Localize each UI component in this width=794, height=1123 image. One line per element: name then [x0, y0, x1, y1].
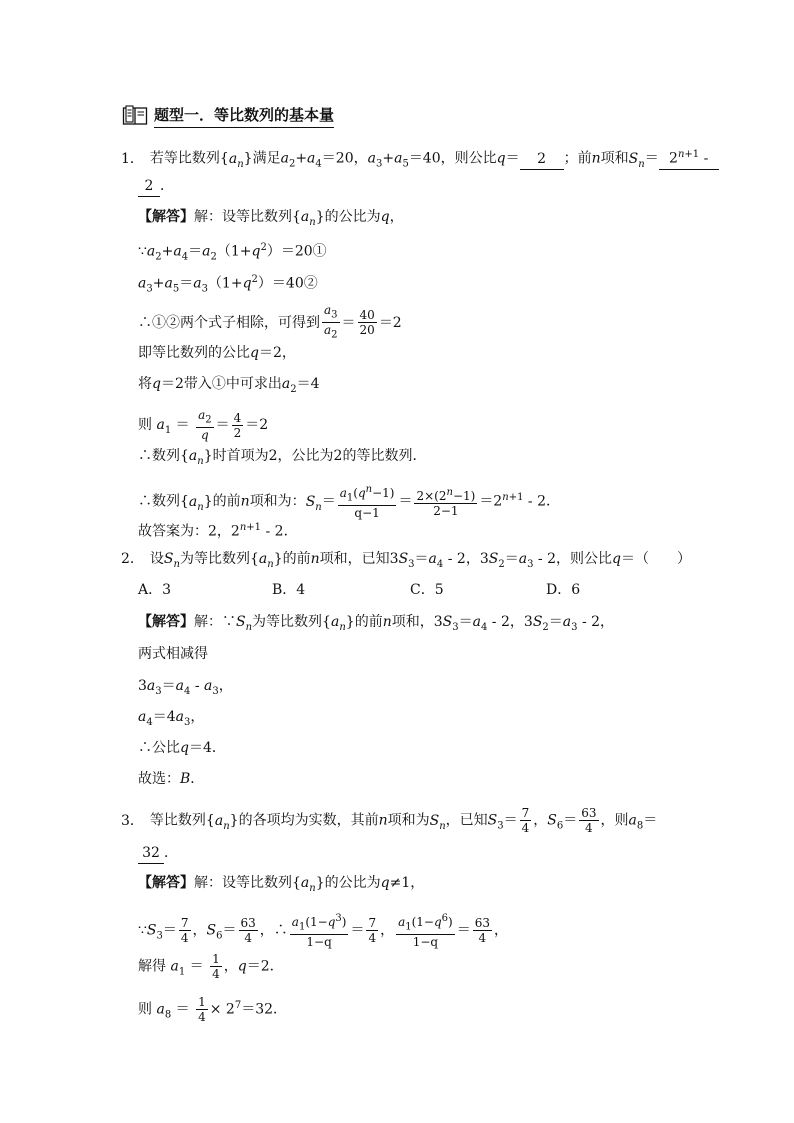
option-a: A．3 [138, 582, 172, 598]
problem-1-solution-line: $\because a_2+a_4=a_2(1+q^2)=20①$ [138, 242, 327, 263]
problem-1-solution-line: 即等比数列的公比q＝2， [138, 345, 296, 361]
answer-blank-sn: $2^{n+1}$ - [659, 145, 719, 170]
option-d: D．6 [546, 582, 581, 598]
problem-1-solution-line: ∴①②两个式子相除，可得到 $\frac{a_3}{a_2}$ ＝ $\frac{40}{20}$ ＝2 [138, 303, 402, 341]
option-c: C．5 [410, 582, 444, 598]
problem-3-stem-cont: 32 ． [138, 843, 178, 864]
answer-blank-a8: 32 [138, 843, 164, 864]
problem-3-solution-line: 【解答】解：设等比数列$\{a_n\}$的公比为q≠1， [138, 875, 425, 894]
book-icon [122, 105, 148, 127]
problem-1-solution-line: 将q＝2带入①中可求出$a_2=4$ [138, 376, 320, 395]
option-b: B．4 [272, 582, 306, 598]
problem-3-solution-line: 解得 $a_1$ ＝ $\frac{1}{4}$ ，q＝2． [138, 952, 284, 981]
problem-1-stem: 1． 若等比数列$\{a_n\}$满足$a_2+a_4=20$，$a_3+a_5=40$，则公比q＝ 2 ；前n项和$S_n= 2^{n+1}$ - [121, 145, 719, 174]
problem-1-solution-line: ∴数列$\{a_n\}$的前n项和为：$S_n=$ $\frac{a_1(q^n-1)}{q-1}$ ＝ $\frac{2\times(2^n-1)}{2-1}$ $=2^{n+1} - 2$． [138, 484, 560, 521]
problem-2-solution-line: 【解答】解：$\because S_n$为等比数列$\{a_n\}$的前n项和，$3S_3=a_4 - 2$，$3S_2=a_3 - 2$， [138, 614, 615, 633]
problem-1-answer: 故答案为：2，$2^{n+1} - 2$． [138, 522, 298, 540]
section-title: 题型一．等比数列的基本量 [154, 104, 334, 128]
problem-1-stem-cont: 2 ． [138, 176, 174, 197]
problem-2-stem: 2． 设$S_n$为等比数列$\{a_n\}$的前n项和，已知$3S_3=a_4 - 2$，$3S_2=a_3 - 2$，则公比q＝（ ） [121, 551, 691, 570]
problem-1-solution-line: 则 $a_1$ ＝ $\frac{a_2}{q}$ ＝ $\frac{4}{2}$ ＝2 [138, 408, 269, 443]
problem-2-solution-line: ∴公比q＝4． [138, 740, 226, 756]
problem-1-solution-line: $a_3+a_5=a_3(1+q^2)=40②$ [138, 274, 318, 295]
problem-2-answer: 故选：B． [138, 771, 205, 787]
problem-3-solution-line: $\because S_3=$ $\frac{7}{4}$ ，$S_6=$ $\frac{63}{4}$ ，∴ $\frac{a_1(1-q^3)}{1-q}$ ＝ $\frac{7}{4}$ ， $\frac{a_1(1-q^6)}{1-q}$ ＝ $\frac{63}{4}$ ， [138, 913, 509, 950]
problem-2-solution-line: $a_4=4a_3$， [138, 709, 205, 728]
problem-2-solution-line: 两式相减得 [138, 646, 208, 662]
problem-2-solution-line: $3a_3=a_4 - a_3$， [138, 678, 233, 697]
answer-blank-q: 2 [520, 149, 564, 170]
problem-1-solution-line: ∴数列$\{a_n\}$时首项为2，公比为2的等比数列． [138, 448, 427, 467]
problem-1-solution-line: 【解答】解：设等比数列$\{a_n\}$的公比为q， [138, 209, 404, 228]
problem-3-stem: 3． 等比数列$\{a_n\}$的各项均为实数，其前n项和为$S_n$，已知$S_3=$ $\frac{7}{4}$ ，$S_6=$ $\frac{63}{4}$ ，则$a_8=$ [121, 806, 658, 835]
problem-3-answer: 则 $a_8$ ＝ $\frac{1}{4}$ × $2^7=32$． [138, 995, 288, 1024]
section-heading [122, 104, 334, 128]
